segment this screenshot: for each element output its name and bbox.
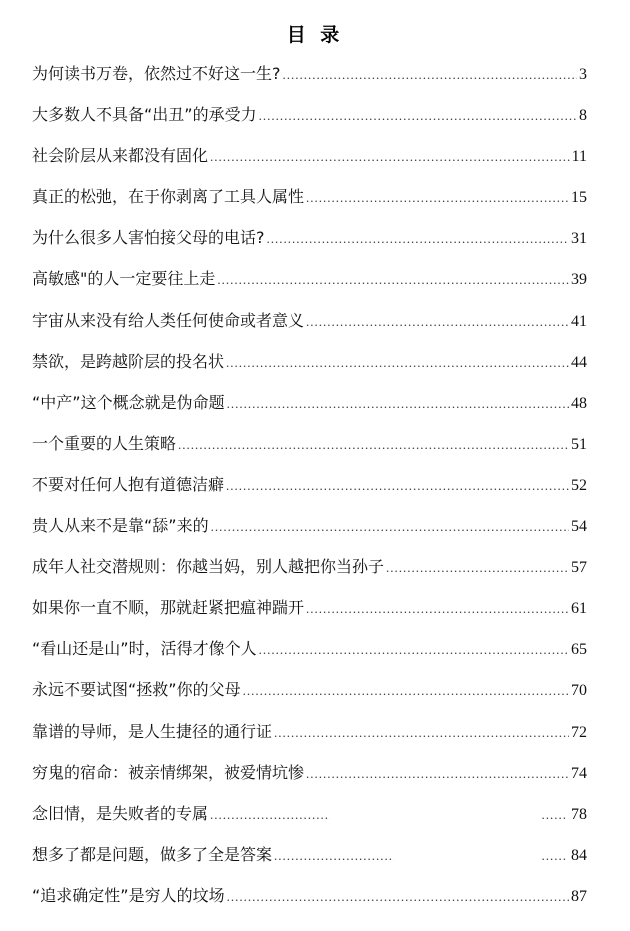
dot-leader bbox=[178, 429, 569, 461]
toc-entry-title: 贵人从来不是靠“舔”来的 bbox=[32, 516, 209, 536]
toc-entry-title: 大多数人不具备“出丑”的承受力 bbox=[32, 105, 257, 125]
toc-entry-page: 15 bbox=[571, 189, 587, 207]
toc-entry[interactable] bbox=[32, 140, 587, 181]
toc-entry-title: 念旧情，是失败者的专属 bbox=[32, 803, 209, 823]
toc-entry-title: 为何读书万卷，依然过不好这一生? bbox=[32, 64, 281, 83]
toc-entry[interactable] bbox=[32, 798, 587, 839]
dot-leader bbox=[274, 840, 394, 872]
toc-entry[interactable] bbox=[32, 757, 587, 798]
toc-entry-page: 78 bbox=[571, 805, 587, 823]
toc-entry[interactable] bbox=[32, 551, 587, 592]
toc-entry-page: 3 bbox=[579, 66, 587, 83]
page-title: 目 录 bbox=[286, 24, 344, 46]
toc-entry-page: 54 bbox=[571, 518, 587, 536]
toc-entry-title: 不要对任何人抱有道德洁癖 bbox=[32, 474, 225, 494]
toc-entry[interactable] bbox=[32, 839, 587, 880]
toc-entry-page: 72 bbox=[571, 723, 587, 741]
toc-entry-page: 84 bbox=[571, 846, 587, 864]
toc-entry-page: 74 bbox=[571, 764, 587, 782]
toc-entry-title: 一个重要的人生策略 bbox=[32, 433, 177, 453]
dot-leader bbox=[386, 552, 569, 584]
toc-entry[interactable] bbox=[32, 305, 587, 346]
dot-leader bbox=[226, 470, 569, 502]
toc-entry-title: 靠谱的导师，是人生捷径的通行证 bbox=[32, 721, 273, 741]
dot-leader bbox=[283, 59, 578, 91]
dot-leader bbox=[259, 634, 569, 666]
dot-leader bbox=[210, 799, 330, 831]
dot-leader bbox=[306, 182, 569, 214]
dot-leader bbox=[306, 758, 569, 790]
dot-leader bbox=[542, 799, 568, 831]
toc-entry[interactable] bbox=[32, 510, 587, 551]
toc-entry[interactable] bbox=[32, 58, 587, 99]
toc-entry-page: 31 bbox=[571, 230, 587, 248]
dot-leader bbox=[259, 100, 577, 132]
toc-entry[interactable] bbox=[32, 428, 587, 469]
toc-entry-title: 为什么很多人害怕接父母的电话? bbox=[32, 228, 265, 248]
toc-entry[interactable] bbox=[32, 346, 587, 387]
toc-entry-page: 51 bbox=[571, 435, 587, 453]
toc-entry-title: 高敏感"的人一定要往上走 bbox=[32, 269, 216, 289]
toc-entry-title: 真正的松弛，在于你剥离了工具人属性 bbox=[32, 187, 305, 207]
toc-entry-title: 永远不要试图“拯救”你的父母 bbox=[32, 680, 241, 700]
toc-entry[interactable] bbox=[32, 469, 587, 510]
toc-entry-page: 11 bbox=[571, 148, 587, 166]
dot-leader bbox=[542, 840, 568, 872]
dot-leader bbox=[243, 675, 569, 707]
toc-list bbox=[32, 58, 587, 921]
toc-entry-page: 41 bbox=[571, 312, 587, 330]
dot-leader bbox=[306, 593, 569, 625]
toc-entry[interactable] bbox=[32, 716, 587, 757]
toc-entry-page: 8 bbox=[579, 107, 587, 125]
toc-entry-page: 48 bbox=[571, 394, 587, 412]
toc-entry[interactable] bbox=[32, 387, 587, 428]
toc-entry-page: 87 bbox=[571, 887, 587, 905]
toc-entry-title: 如果你一直不顺，那就赶紧把瘟神踹开 bbox=[32, 598, 305, 618]
dot-leader bbox=[211, 511, 569, 543]
toc-entry-title: “中产”这个概念就是伪命题 bbox=[32, 392, 225, 412]
toc-entry-title: “追求确定性”是穷人的坟场 bbox=[32, 885, 225, 905]
dot-leader bbox=[227, 881, 569, 913]
toc-entry-title: “看山还是山”时，活得才像个人 bbox=[32, 639, 257, 659]
toc-entry-page: 61 bbox=[571, 600, 587, 618]
toc-entry-title: 宇宙从来没有给人类任何使命或者意义 bbox=[32, 310, 305, 330]
toc-entry[interactable] bbox=[32, 263, 587, 304]
dot-leader bbox=[227, 388, 569, 420]
dot-leader bbox=[217, 264, 569, 296]
toc-entry[interactable] bbox=[32, 633, 587, 674]
toc-entry[interactable] bbox=[32, 880, 587, 921]
toc-entry-title: 想多了都是问题，做多了全是答案 bbox=[32, 844, 273, 864]
toc-entry-page: 65 bbox=[571, 641, 587, 659]
dot-leader bbox=[210, 141, 570, 173]
toc-entry-title: 穷鬼的宿命：被亲情绑架，被爱情坑惨 bbox=[32, 762, 305, 782]
dot-leader bbox=[226, 347, 569, 379]
toc-entry[interactable] bbox=[32, 181, 587, 222]
toc-entry-page: 57 bbox=[571, 559, 587, 577]
toc-entry-page: 44 bbox=[571, 353, 587, 371]
toc-entry[interactable] bbox=[32, 222, 587, 263]
toc-entry[interactable] bbox=[32, 592, 587, 633]
toc-entry-page: 39 bbox=[571, 271, 587, 289]
toc-entry[interactable] bbox=[32, 674, 587, 715]
toc-entry-page: 52 bbox=[571, 476, 587, 494]
dot-leader bbox=[267, 223, 570, 255]
toc-entry-title: 禁欲，是跨越阶层的投名状 bbox=[32, 351, 225, 371]
toc-entry-page: 70 bbox=[571, 682, 587, 700]
toc-entry[interactable] bbox=[32, 99, 587, 140]
dot-leader bbox=[306, 306, 569, 338]
dot-leader bbox=[274, 717, 569, 749]
toc-entry-title: 成年人社交潜规则：你越当妈，别人越把你当孙子 bbox=[32, 557, 385, 577]
toc-entry-title: 社会阶层从来都没有固化 bbox=[32, 146, 209, 166]
